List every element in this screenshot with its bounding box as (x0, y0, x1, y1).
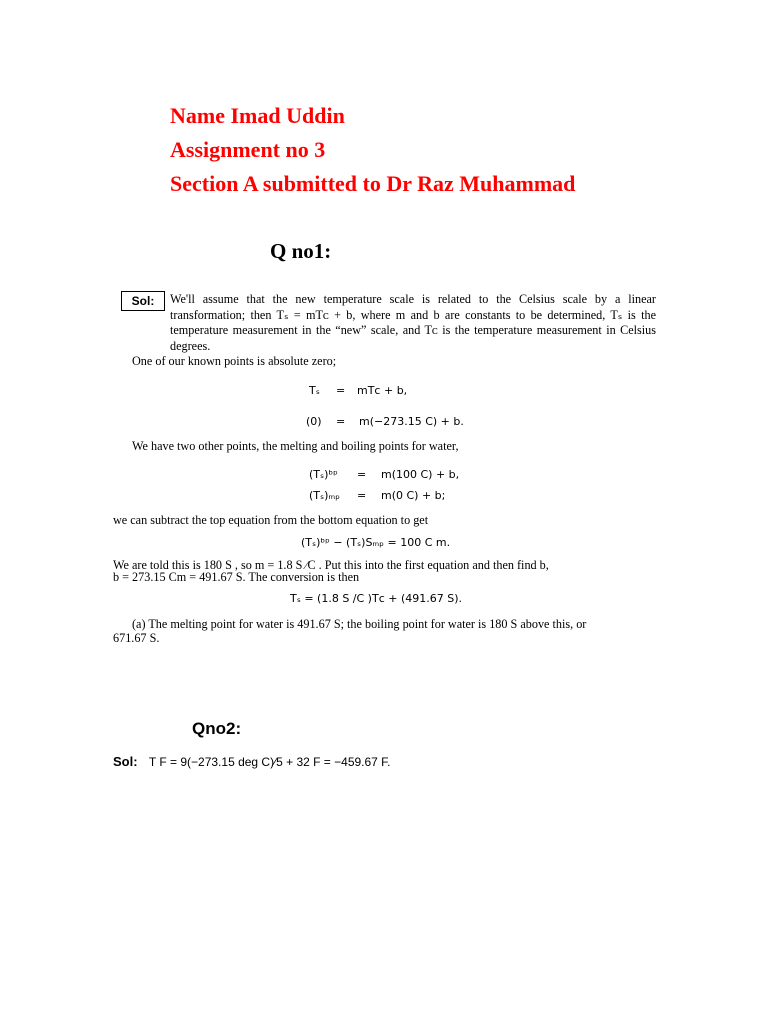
told-line-1: We are told this is 180 S , so m = 1.8 S ∕C . Put this into the first equation and then find b, (113, 558, 549, 572)
solution-paragraph: We'll assume that the new temperature scale is related to the Celsius scale by a linear transformation; then Tₛ = mTᴄ + b, where m and b are constants to be determined, Tₛ is the temperature measurement in the “new” scale, and Tᴄ is the temperature measurement in Celsius degrees. (170, 292, 656, 353)
answer-a-line-2: 671.67 S. (113, 631, 160, 645)
eq4-op: = (357, 489, 367, 502)
eq2-lhs: (0) (306, 415, 322, 428)
eq2-op: = (336, 415, 346, 428)
solution-label-box: Sol: (121, 291, 165, 311)
eq2-rhs: m(−273.15 C) + b. (359, 415, 464, 428)
q2-solution (113, 754, 391, 769)
absolute-zero-line: One of our known points is absolute zero; (132, 354, 337, 368)
question-2-heading: Qno2: (192, 719, 242, 738)
question-1-heading: Q no1: (270, 239, 332, 263)
told-line-2: b = 273.15 Cm = 491.67 S. The conversion is then (113, 570, 360, 584)
two-points-line: We have two other points, the melting and boiling points for water, (132, 439, 459, 453)
eq6-conversion: Tₛ = (1.8 S ∕C )Tᴄ + (491.67 S). (290, 592, 462, 605)
student-name: Name Imad Uddin (170, 103, 345, 128)
eq4-lhs: (Tₛ)ₘₚ (309, 489, 340, 502)
section-line: Section A submitted to Dr Raz Muhammad (170, 171, 576, 196)
q2-solution-label: Sol: (113, 754, 138, 769)
subtract-line: we can subtract the top equation from the bottom equation to get (113, 513, 429, 527)
eq1-lhs: Tₛ (309, 384, 320, 397)
eq5: (Tₛ)ᵇᵖ − (Tₛ)Sₘₚ = 100 C m. (301, 536, 451, 549)
eq4-rhs: m(0 C) + b; (381, 489, 446, 502)
assignment-number: Assignment no 3 (170, 137, 326, 162)
eq3-lhs: (Tₛ)ᵇᵖ (309, 468, 338, 481)
eq3-rhs: m(100 C) + b, (381, 468, 460, 481)
eq1-op: = (336, 384, 346, 397)
q2-equation: T F = 9(−273.15 deg C)∕5 + 32 F = −459.67 F. (148, 755, 391, 769)
eq1-rhs: mTᴄ + b, (357, 384, 408, 397)
eq3-op: = (357, 468, 367, 481)
answer-a-line-1: (a) The melting point for water is 491.67 S; the boiling point for water is 180 S above this, or (132, 617, 587, 631)
